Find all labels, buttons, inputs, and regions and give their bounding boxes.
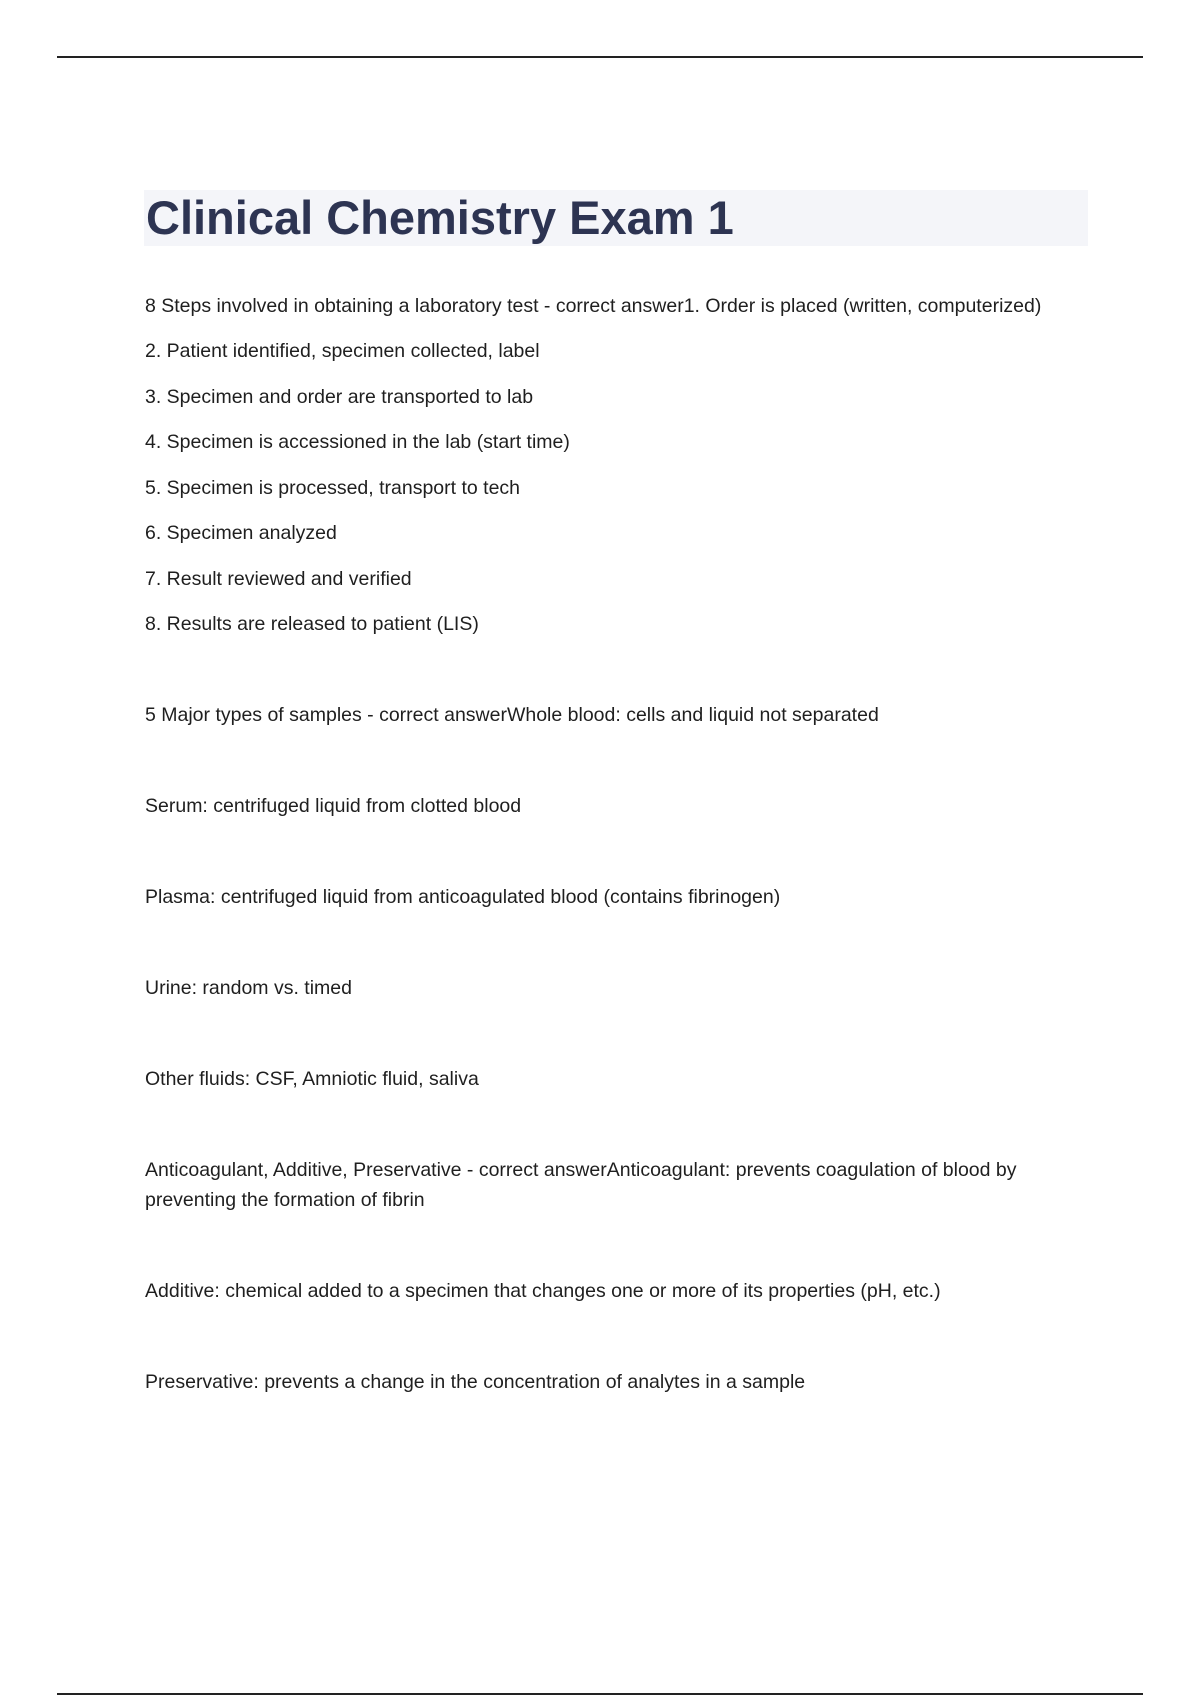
text-line-anticoagulant: Anticoagulant, Additive, Preservative - correct answerAnticoagulant: prevents coagulation of blood by preventing the formation of fibrin — [145, 1159, 1017, 1211]
text-line-step-8: 8. Results are released to patient (LIS) — [145, 613, 479, 635]
text-line-preservative: Preservative: prevents a change in the concentration of analytes in a sample — [145, 1371, 806, 1393]
top-rule — [57, 56, 1143, 58]
text-line-step-2: 2. Patient identified, specimen collected, label — [145, 340, 540, 362]
text-line-other-fluids: Other fluids: CSF, Amniotic fluid, saliva — [145, 1068, 479, 1090]
text-line-plasma: Plasma: centrifuged liquid from anticoagulated blood (contains fibrinogen) — [145, 886, 781, 908]
text-line-step-7: 7. Result reviewed and verified — [145, 568, 412, 590]
bottom-rule — [57, 1693, 1143, 1695]
text-line-serum: Serum: centrifuged liquid from clotted blood — [145, 795, 522, 817]
document-title: Clinical Chemistry Exam 1 — [146, 191, 734, 244]
text-line-step-3: 3. Specimen and order are transported to lab — [145, 386, 534, 408]
text-line-steps-heading: 8 Steps involved in obtaining a laboratory test - correct answer1. Order is placed (written, computerized) — [145, 295, 1042, 317]
text-line-sample-types: 5 Major types of samples - correct answerWhole blood: cells and liquid not separated — [145, 704, 879, 726]
text-line-additive: Additive: chemical added to a specimen that changes one or more of its properties (pH, etc.) — [145, 1280, 941, 1302]
text-line-step-4: 4. Specimen is accessioned in the lab (start time) — [145, 431, 570, 453]
text-line-step-6: 6. Specimen analyzed — [145, 522, 337, 544]
text-line-step-5: 5. Specimen is processed, transport to tech — [145, 477, 521, 499]
text-line-urine: Urine: random vs. timed — [145, 977, 352, 999]
